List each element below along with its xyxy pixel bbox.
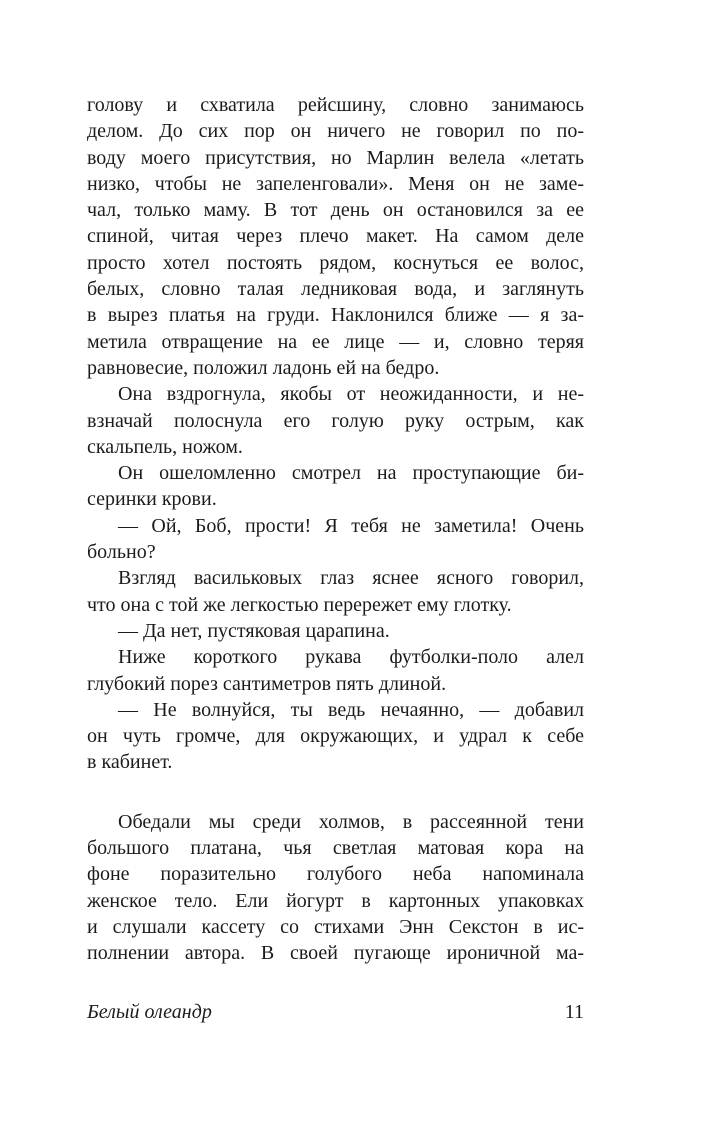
paragraph xyxy=(87,460,584,513)
text-line: он чуть громче, для окружающих, и удрал к себе xyxy=(87,725,584,748)
paragraph xyxy=(87,644,584,697)
text-line: в вырез платья на груди. Наклонился ближе — я за- xyxy=(87,304,584,327)
text-line: Она вздрогнула, якобы от неожиданности, и не- xyxy=(118,383,584,406)
paragraph xyxy=(87,618,584,644)
text-line: глубокий порез сантиметров пять длиной. xyxy=(87,672,447,695)
text-line: серинки крови. xyxy=(87,488,217,511)
text-line: Он ошеломленно смотрел на проступающие би- xyxy=(118,462,584,485)
page-number: 11 xyxy=(564,1001,584,1023)
text-line: воду моего присутствия, но Марлин велела «летать xyxy=(87,146,584,169)
text-line: большого платана, чья светлая матовая кора на xyxy=(87,837,584,860)
text-block xyxy=(87,92,584,967)
text-line: в кабинет. xyxy=(87,751,173,774)
text-line: белых, словно талая ледниковая вода, и заглянуть xyxy=(87,278,584,301)
text-line: взначай полоснула его голую руку острым, как xyxy=(87,409,584,432)
text-line: — Не волнуйся, ты ведь нечаянно, — добавил xyxy=(118,698,584,721)
paragraph xyxy=(87,92,584,381)
text-line: — Да нет, пустяковая царапина. xyxy=(118,619,390,642)
running-title: Белый олеандр xyxy=(87,1001,212,1023)
text-line: Взгляд васильковых глаз яснее ясного говорил, xyxy=(118,567,584,590)
text-line: низко, чтобы не запеленговали». Меня он не заме- xyxy=(87,172,584,195)
text-line: просто хотел постоять рядом, коснуться ее волос, xyxy=(87,251,584,274)
text-line: женское тело. Ели йогурт в картонных упаковках xyxy=(87,889,584,912)
paragraph xyxy=(87,565,584,618)
text-line: что она с той же легкостью перережет ему глотку. xyxy=(87,593,512,616)
paragraph xyxy=(87,381,584,460)
text-line: голову и схватила рейсшину, словно занимаюсь xyxy=(87,94,584,116)
text-line: фоне поразительно голубого неба напоминала xyxy=(87,863,584,886)
text-line: скальпель, ножом. xyxy=(87,435,243,458)
text-line: полнении автора. В своей пугающе ироничной ма- xyxy=(87,942,584,965)
text-line: чал, только маму. В тот день он остановился за ее xyxy=(87,199,584,222)
text-line: — Ой, Боб, прости! Я тебя не заметила! Очень xyxy=(118,514,584,537)
paragraph xyxy=(87,513,584,566)
text-line: Обедали мы среди холмов, в рассеянной тени xyxy=(118,810,584,833)
text-line: метила отвращение на ее лице — и, словно теряя xyxy=(87,330,584,353)
text-line: спиной, читая через плечо макет. На самом деле xyxy=(87,225,584,248)
footer xyxy=(87,1000,584,1024)
paragraph xyxy=(87,697,584,776)
paragraph xyxy=(87,809,584,967)
text-line: Ниже короткого рукава футболки-поло алел xyxy=(118,646,584,669)
text-line: и слушали кассету со стихами Энн Секстон в ис- xyxy=(87,915,584,938)
text-line: делом. До сих пор он ничего не говорил по по- xyxy=(87,120,584,143)
text-line: равновесие, положил ладонь ей на бедро. xyxy=(87,356,440,379)
text-line: больно? xyxy=(87,541,156,564)
